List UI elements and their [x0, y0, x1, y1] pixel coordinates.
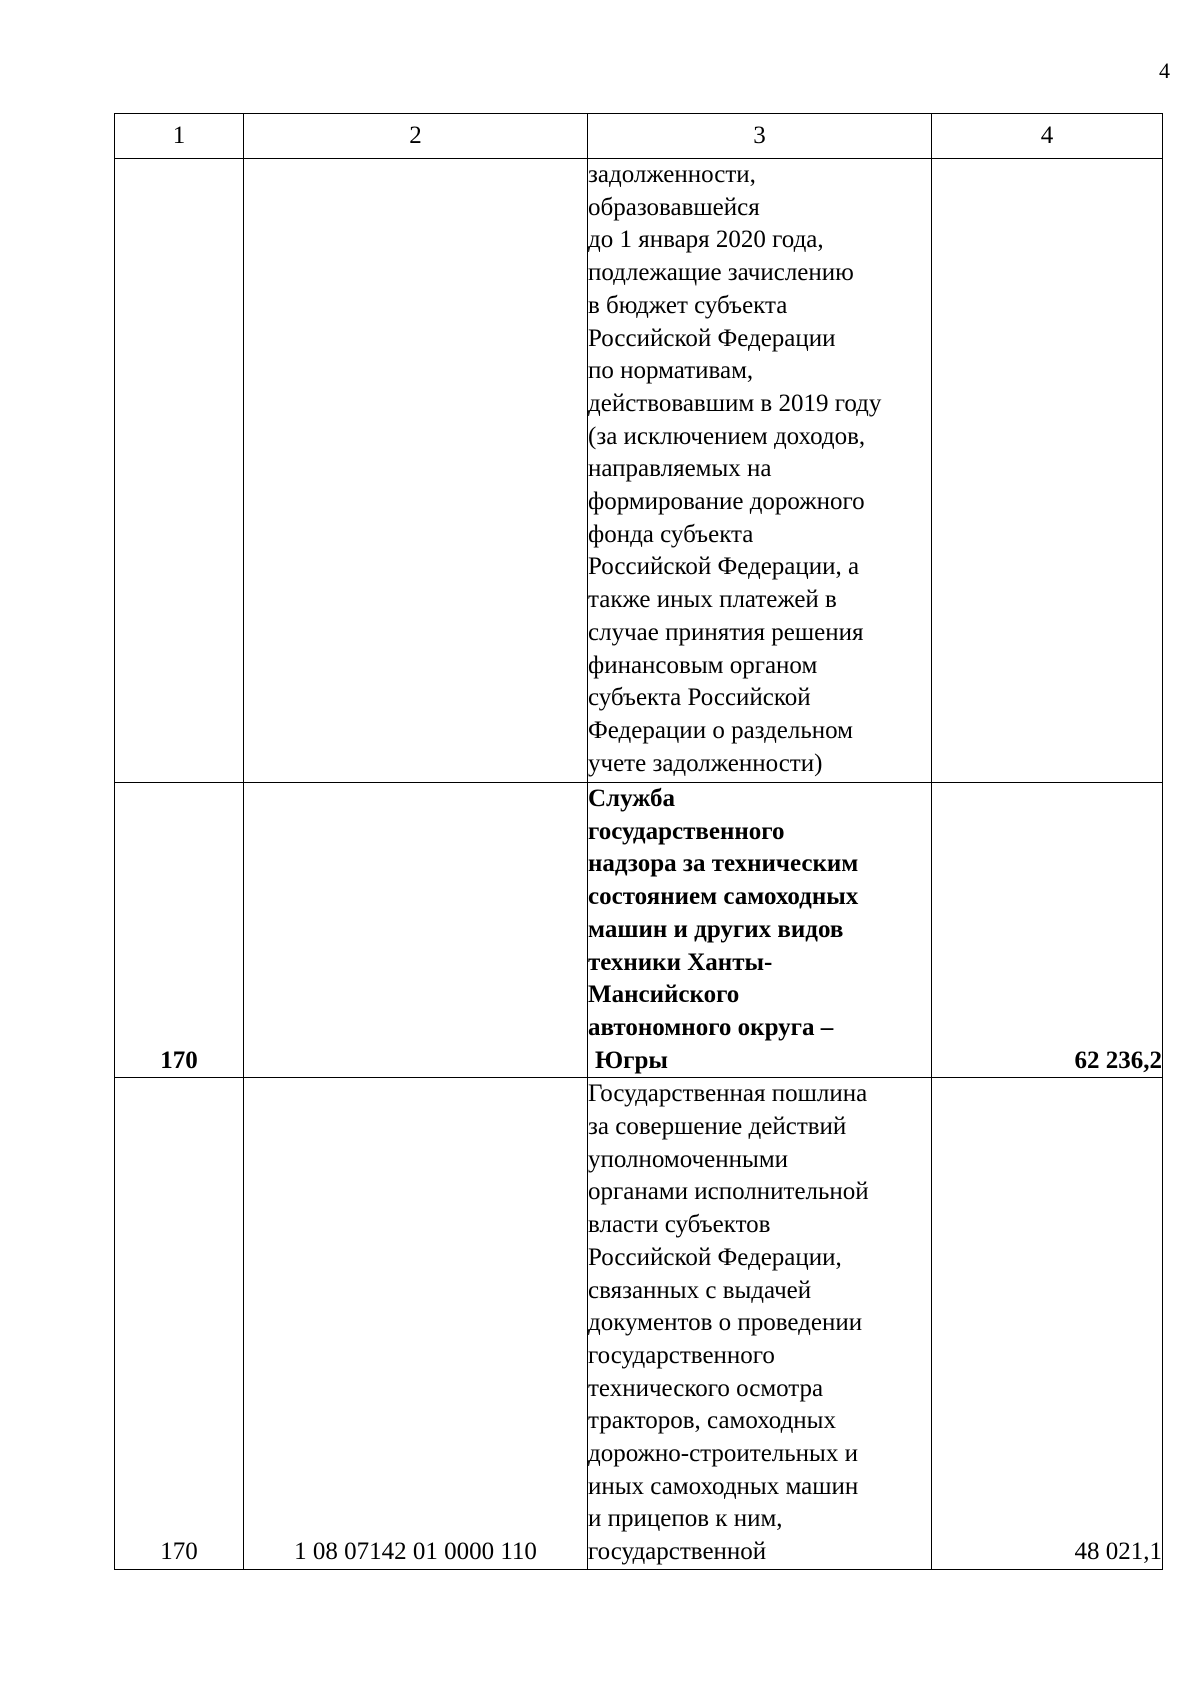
- amount-cell: [932, 159, 1163, 783]
- name-line: связанных с выдачей: [588, 1276, 812, 1304]
- name-line: автономного округа –: [588, 1013, 834, 1041]
- name-line: образовавшейся: [588, 193, 760, 221]
- name-line: фонда субъекта: [588, 520, 754, 548]
- name-line: дорожно-строительных и: [588, 1440, 858, 1468]
- code-cell: 1 08 07142 01 0000 110: [244, 1078, 588, 1570]
- name-line: Служба: [588, 785, 676, 812]
- name-line: иных самоходных машин: [588, 1472, 859, 1500]
- page-number: 4: [1159, 58, 1170, 83]
- name-line: техники Ханты-: [588, 948, 773, 976]
- name-line: Федерации о раздельном: [588, 716, 854, 744]
- name-line: документов о проведении: [588, 1309, 863, 1337]
- name-line: субъекта Российской: [588, 684, 811, 712]
- name-line: до 1 января 2020 года,: [588, 226, 824, 254]
- amount-cell: 48 021,1: [932, 1078, 1163, 1570]
- name-line: и прицепов к ним,: [588, 1505, 783, 1533]
- column-header-4: 4: [932, 114, 1163, 159]
- name-line: учете задолженности): [588, 749, 823, 777]
- amount-cell: 62 236,2: [932, 783, 1163, 1078]
- name-line: подлежащие зачислению: [588, 259, 854, 287]
- name-line: государственной: [588, 1538, 767, 1566]
- row-number-cell: 170: [115, 1078, 244, 1570]
- name-cell: [588, 159, 932, 783]
- name-line: Государственная пошлина: [588, 1080, 868, 1108]
- row-number-cell: [115, 159, 244, 783]
- name-line: действовавшим в 2019 году: [588, 389, 882, 417]
- name-line: формирование дорожного: [588, 488, 865, 516]
- table-row: [115, 1078, 1163, 1570]
- name-line: государственного: [588, 817, 785, 845]
- code-cell: [244, 159, 588, 783]
- name-line: финансовым органом: [588, 651, 818, 679]
- table-row: [115, 783, 1163, 1078]
- name-line: задолженности,: [588, 161, 756, 188]
- name-line: технического осмотра: [588, 1374, 824, 1402]
- name-line: власти субъектов: [588, 1211, 771, 1239]
- name-line: тракторов, самоходных: [588, 1407, 836, 1435]
- name-line: также иных платежей в: [588, 586, 837, 614]
- name-line: Российской Федерации,: [588, 1243, 842, 1271]
- name-line: органами исполнительной: [588, 1178, 869, 1206]
- name-line: надзора за техническим: [588, 850, 859, 878]
- name-line: в бюджет субъекта: [588, 291, 788, 319]
- row-number-cell: 170: [115, 783, 244, 1078]
- name-cell: [588, 1078, 932, 1570]
- table-row: [115, 159, 1163, 783]
- name-line: государственного: [588, 1341, 775, 1369]
- name-line: состоянием самоходных: [588, 883, 859, 911]
- name-line: Российской Федерации, а: [588, 553, 860, 581]
- name-line: случае принятия решения: [588, 618, 864, 646]
- table-header-row: [115, 114, 1163, 159]
- name-line: машин и других видов: [588, 915, 844, 943]
- column-header-3: 3: [588, 114, 932, 159]
- column-header-1: 1: [115, 114, 244, 159]
- column-header-2: 2: [244, 114, 588, 159]
- code-cell: [244, 783, 588, 1078]
- name-line: Российской Федерации: [588, 324, 836, 352]
- name-cell: [588, 783, 932, 1078]
- name-line: Югры: [595, 1046, 668, 1074]
- name-line: за совершение действий: [588, 1113, 847, 1141]
- name-line: (за исключением доходов,: [588, 422, 866, 450]
- name-line: Мансийского: [588, 981, 740, 1009]
- name-line: уполномоченными: [588, 1145, 789, 1173]
- name-line: по нормативам,: [588, 357, 754, 385]
- budget-table: [114, 113, 1163, 1570]
- name-line: направляемых на: [588, 455, 772, 483]
